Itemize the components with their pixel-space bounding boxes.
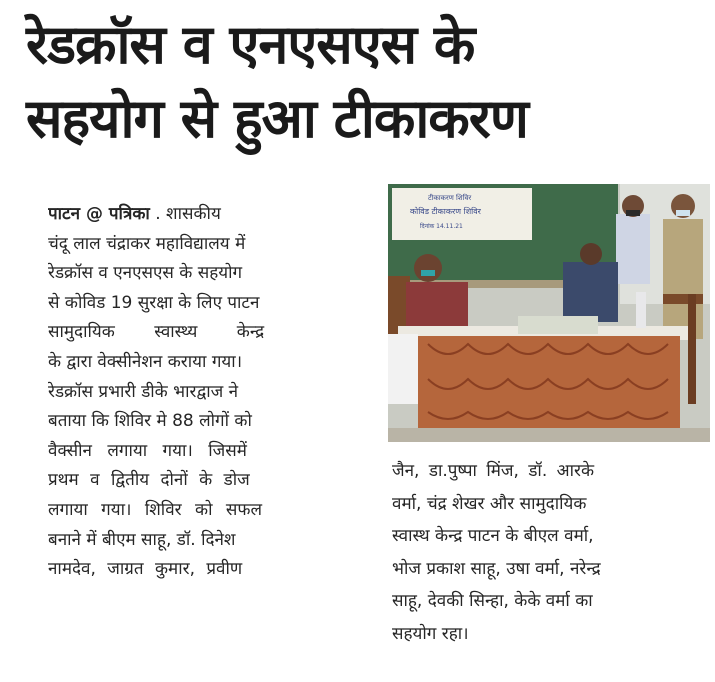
headline-line-2: सहयोग से हुआ टीकाकरण bbox=[26, 87, 528, 150]
article-line: वर्मा, चंद्र शेखर और सामुदायिक bbox=[392, 493, 587, 514]
article-line: बनाने में बीएम साहू, डॉ. दिनेश bbox=[48, 529, 236, 550]
article-line: लगाया गया। शिविर को सफल bbox=[48, 499, 263, 520]
article-line: प्रथम व द्वितीय दोनों के डोज bbox=[48, 470, 250, 491]
article-line: नामदेव, जाग्रत कुमार, प्रवीण bbox=[48, 559, 243, 580]
article-line: जैन, डा.पुष्पा मिंज, डॉ. आरके bbox=[392, 461, 595, 481]
article-line: सामुदायिक स्वास्थ्य केन्द्र bbox=[48, 322, 265, 343]
article-line: वैक्सीन लगाया गया। जिसमें bbox=[48, 440, 247, 461]
headline-line-1: रेडक्रॉस व एनएसएस के bbox=[26, 13, 475, 76]
article-line bbox=[48, 200, 370, 230]
headline bbox=[26, 8, 706, 156]
article-column-left bbox=[48, 200, 370, 585]
news-photo bbox=[388, 184, 710, 442]
article-line: रेडक्रॉस प्रभारी डीके भारद्वाज ने bbox=[48, 381, 239, 402]
vaccination-camp-photo bbox=[388, 184, 710, 442]
banner-line: कोविड टीकाकरण शिविर bbox=[410, 207, 481, 216]
article-column-right bbox=[392, 455, 710, 650]
dateline: पाटन @ पत्रिका bbox=[48, 204, 150, 224]
article-line: बताया कि शिविर मे 88 लोगों को bbox=[48, 411, 252, 432]
article-line: स्वास्थ केन्द्र पाटन के बीएल वर्मा, bbox=[392, 526, 594, 546]
article-line-text: . शासकीय bbox=[155, 204, 221, 224]
banner-line: टीकाकरण शिविर bbox=[428, 194, 472, 202]
banner-line: दिनांक 14.11.21 bbox=[420, 223, 463, 230]
article-line: से कोविड 19 सुरक्षा के लिए पाटन bbox=[48, 292, 260, 313]
article-line: रेडक्रॉस व एनएसएस के सहयोग bbox=[48, 263, 243, 284]
article-line: चंदू लाल चंद्राकर महाविद्यालय में bbox=[48, 233, 246, 254]
article-line: भोज प्रकाश साहू, उषा वर्मा, नरेन्द्र bbox=[392, 558, 601, 579]
article-line: के द्वारा वेक्सीनेशन कराया गया। bbox=[48, 351, 243, 372]
article-line: सहयोग रहा। bbox=[392, 623, 469, 644]
article-line: साहू, देवकी सिन्हा, केके वर्मा का bbox=[392, 591, 593, 611]
